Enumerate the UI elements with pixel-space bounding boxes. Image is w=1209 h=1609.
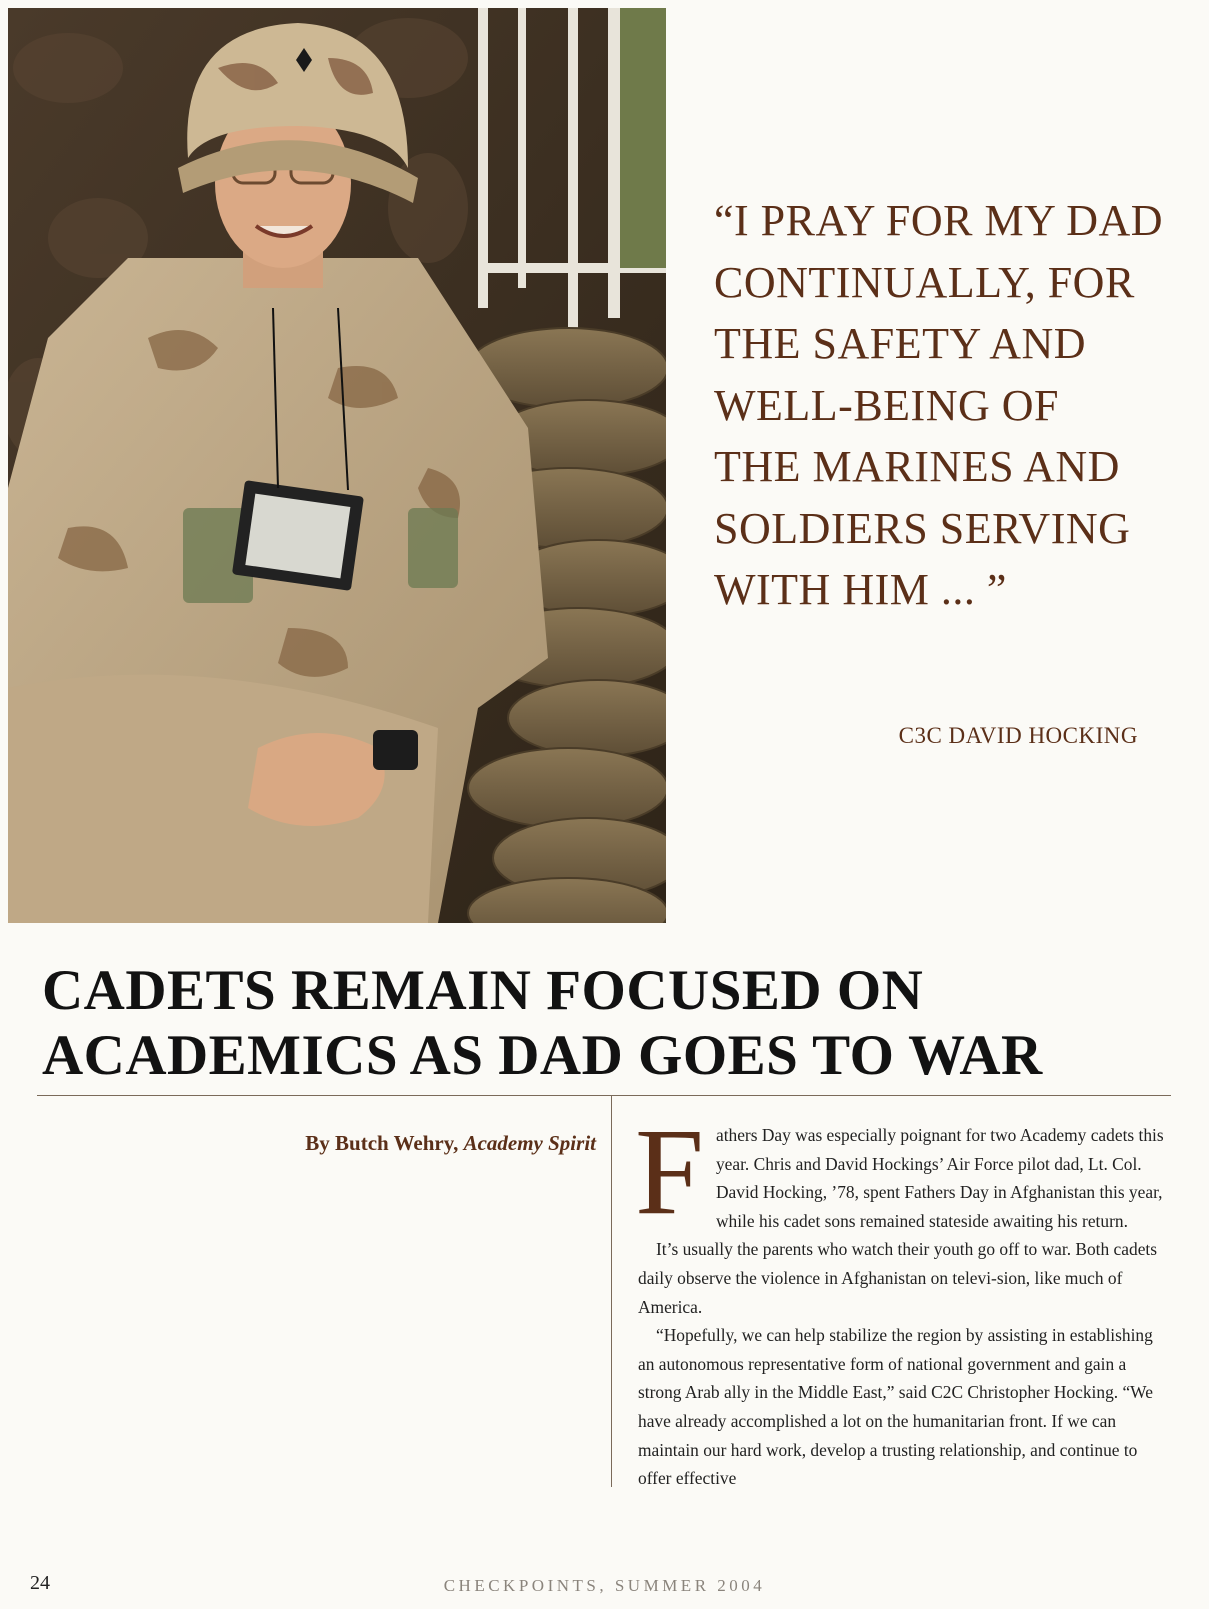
pull-quote-line: THE MARINES AND [714, 442, 1120, 491]
pull-quote-attribution: C3C DAVID HOCKING [898, 723, 1138, 748]
soldier-photo-illustration [8, 8, 666, 923]
article-headline [42, 958, 1182, 1088]
byline-author: By Butch Wehry, [305, 1131, 464, 1155]
pull-quote-line: CONTINUALLY, FOR [714, 257, 1135, 307]
first-paragraph-text: athers Day was especially poignant for two Academy cadets this year. Chris and David Hockings’ Air Force pilot dad, Lt. Col. David Hocking, ’78, spent Fathers Day in Afghanistan this year, while his cadet sons remained stateside awaiting his return. [715, 1125, 1164, 1231]
drop-cap: F [635, 1103, 704, 1240]
pull-quote-line: WELL-BEING OF [714, 380, 1059, 430]
pull-quote-line: WITH HIM ... ” [714, 565, 1007, 614]
pull-quote-line: “I PRAY FOR MY DAD [714, 196, 1164, 245]
article-paragraph: “Hopefully, we can help stabilize the region by assisting in establishing an autonomous representative form of national government and gain a strong Arab ally in the Middle East,” said C2C Christopher Hocking. “We have already accomplished a lot on the humanitarian front. If we can maintain our hard work, develop a trusting relationship, and continue to offer effective [638, 1325, 1153, 1489]
byline-publication: Academy Spirit [463, 1131, 596, 1155]
article-paragraph: It’s usually the parents who watch their youth go off to war. Both cadets daily observe the violence in Afghanistan on televi-sion, like much of America. [638, 1239, 1158, 1317]
article-paragraph [635, 1103, 1168, 1240]
article-body [635, 1103, 1168, 1493]
pull-quote [714, 190, 1184, 621]
pull-quote-line: THE SAFETY AND [714, 319, 1087, 368]
headline-divider [37, 1095, 1171, 1096]
page-number: 24 [30, 1572, 50, 1594]
headline-line: ACADEMICS AS DAD GOES TO WAR [42, 1024, 1043, 1087]
publication-footer: CHECKPOINTS, SUMMER 2004 [443, 1576, 766, 1595]
article-photo [8, 8, 666, 923]
column-divider [611, 1095, 612, 1487]
headline-line: CADETS REMAIN FOCUSED ON [42, 959, 924, 1022]
pull-quote-line: SOLDIERS SERVING [714, 503, 1131, 553]
byline [200, 1131, 596, 1156]
